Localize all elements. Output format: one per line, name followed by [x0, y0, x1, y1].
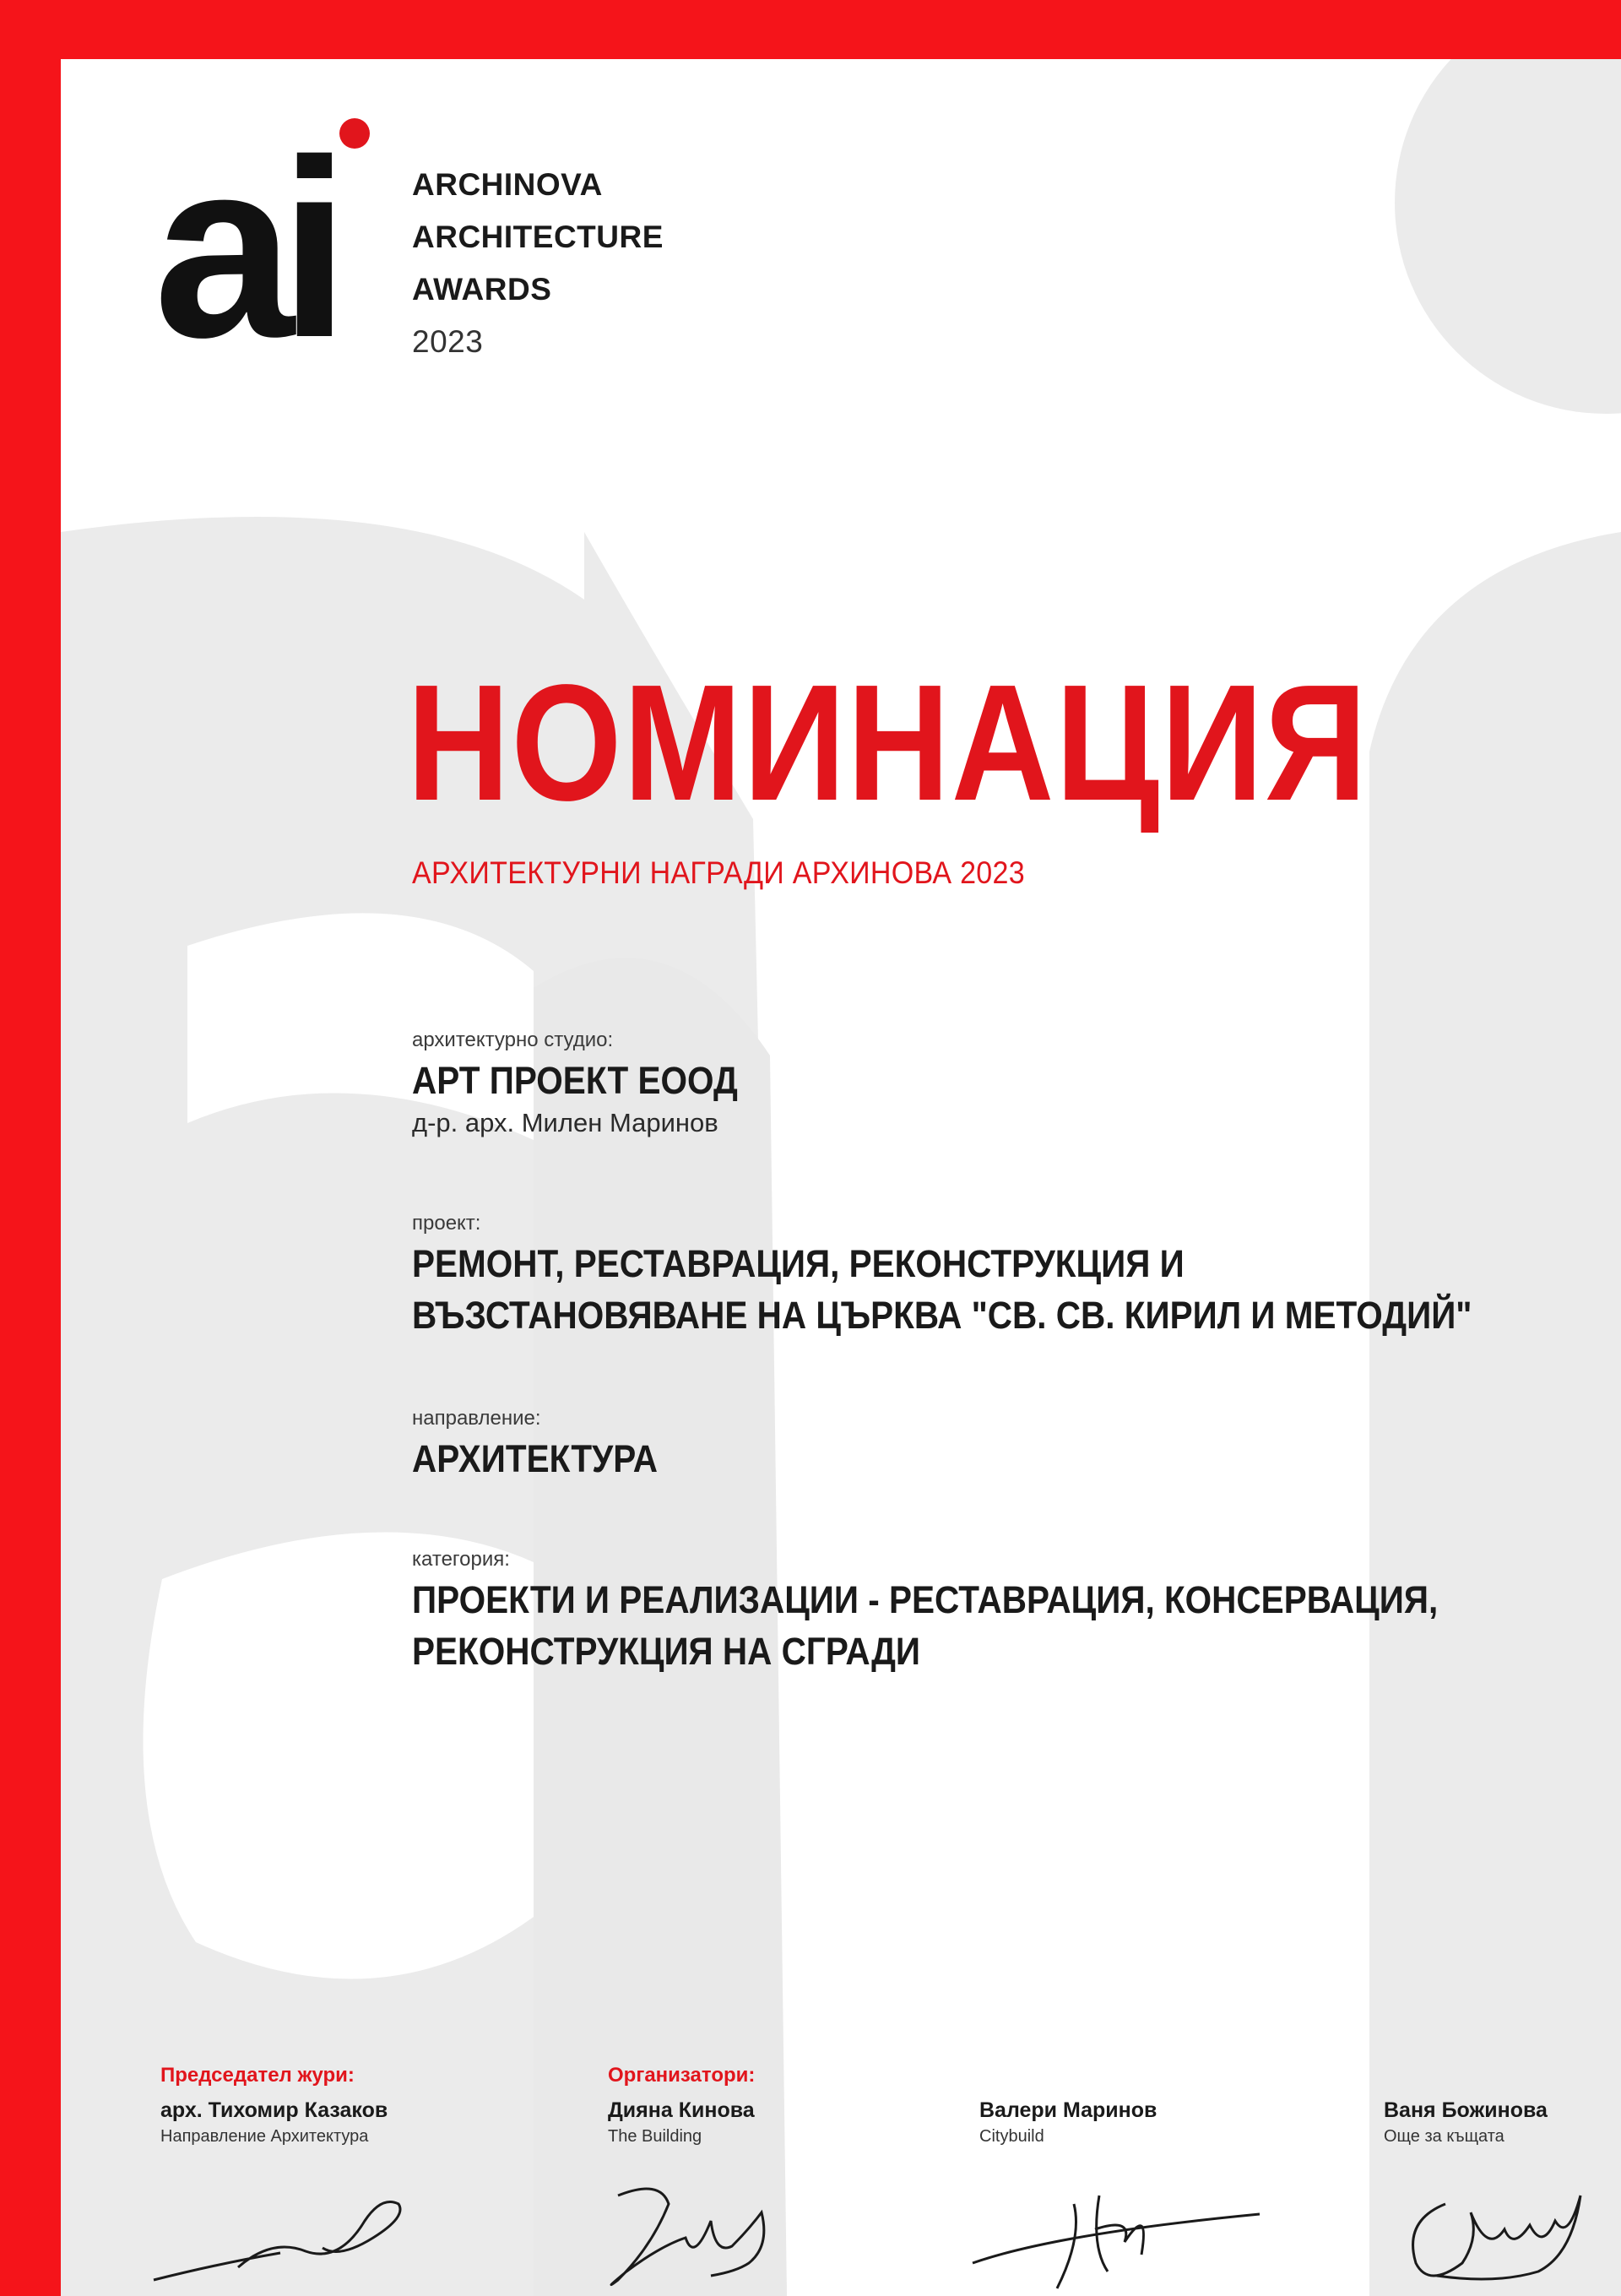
signatory-organizer-3 — [1384, 2055, 1548, 2148]
signatory-org: Направление Архитектура — [160, 2127, 369, 2146]
studio-label: архитектурно студио: — [412, 1029, 614, 1051]
watermark-ai-shape — [61, 59, 1621, 2296]
category-label: категория: — [412, 1548, 510, 1571]
signatory-jury-chair — [160, 2055, 388, 2148]
ai-logo-icon — [154, 115, 382, 351]
studio-name: АРТ ПРОЕКТ ЕООД — [412, 1059, 738, 1102]
signatory-name: Валери Маринов — [979, 2098, 1157, 2122]
certificate-subtitle: АРХИТЕКТУРНИ НАГРАДИ АРХИНОВА 2023 — [412, 855, 1025, 890]
brand-line-3: AWARDS — [412, 272, 552, 307]
direction-value: АРХИТЕКТУРА — [412, 1437, 658, 1480]
brand-line-2: ARCHITECTURE — [412, 220, 664, 254]
direction-label: направление: — [412, 1407, 541, 1430]
signature-bozhinova — [1369, 2170, 1621, 2296]
signature-marinov — [956, 2170, 1293, 2296]
signatory-role — [979, 2055, 1157, 2096]
signatory-role: Организатори: — [608, 2064, 756, 2087]
certificate-page — [61, 59, 1621, 2296]
studio-architect: д-р. арх. Милен Маринов — [412, 1108, 718, 1137]
brand-block — [412, 159, 664, 368]
signatory-name: арх. Тихомир Казаков — [160, 2098, 388, 2122]
direction-section — [412, 1404, 685, 1485]
svg-text:ai: ai — [154, 115, 335, 351]
studio-section — [412, 1026, 774, 1140]
brand-line-1: ARCHINOVA — [412, 167, 603, 202]
signatory-org: Citybuild — [979, 2127, 1044, 2146]
project-value: РЕМОНТ, РЕСТАВРАЦИЯ, РЕКОНСТРУКЦИЯ И ВЪЗСТАНОВЯВАНЕ НА ЦЪРКВА "СВ. СВ. КИРИЛ И МЕТОДИЙ" — [412, 1242, 1472, 1337]
project-label: проект: — [412, 1212, 481, 1235]
signature-kinova — [567, 2170, 821, 2296]
category-value: ПРОЕКТИ И РЕАЛИЗАЦИИ - РЕСТАВРАЦИЯ, КОНСЕРВАЦИЯ, РЕКОНСТРУКЦИЯ НА СГРАДИ — [412, 1578, 1439, 1673]
signatory-role: Председател жури: — [160, 2064, 355, 2087]
signatory-organizer-1 — [608, 2055, 755, 2148]
signatory-role — [1384, 2055, 1548, 2096]
signatory-name: Ваня Божинова — [1384, 2098, 1548, 2122]
signature-kazakov — [145, 2170, 449, 2296]
category-section — [412, 1545, 1552, 1677]
signatory-name: Дияна Кинова — [608, 2098, 755, 2122]
signatory-org: Още за къщата — [1384, 2127, 1504, 2146]
signatory-org: The Building — [608, 2127, 702, 2146]
certificate-title: НОМИНАЦИЯ — [407, 650, 1369, 835]
signatory-organizer-2 — [979, 2055, 1157, 2148]
project-section — [412, 1209, 1590, 1341]
brand-year: 2023 — [412, 324, 484, 359]
